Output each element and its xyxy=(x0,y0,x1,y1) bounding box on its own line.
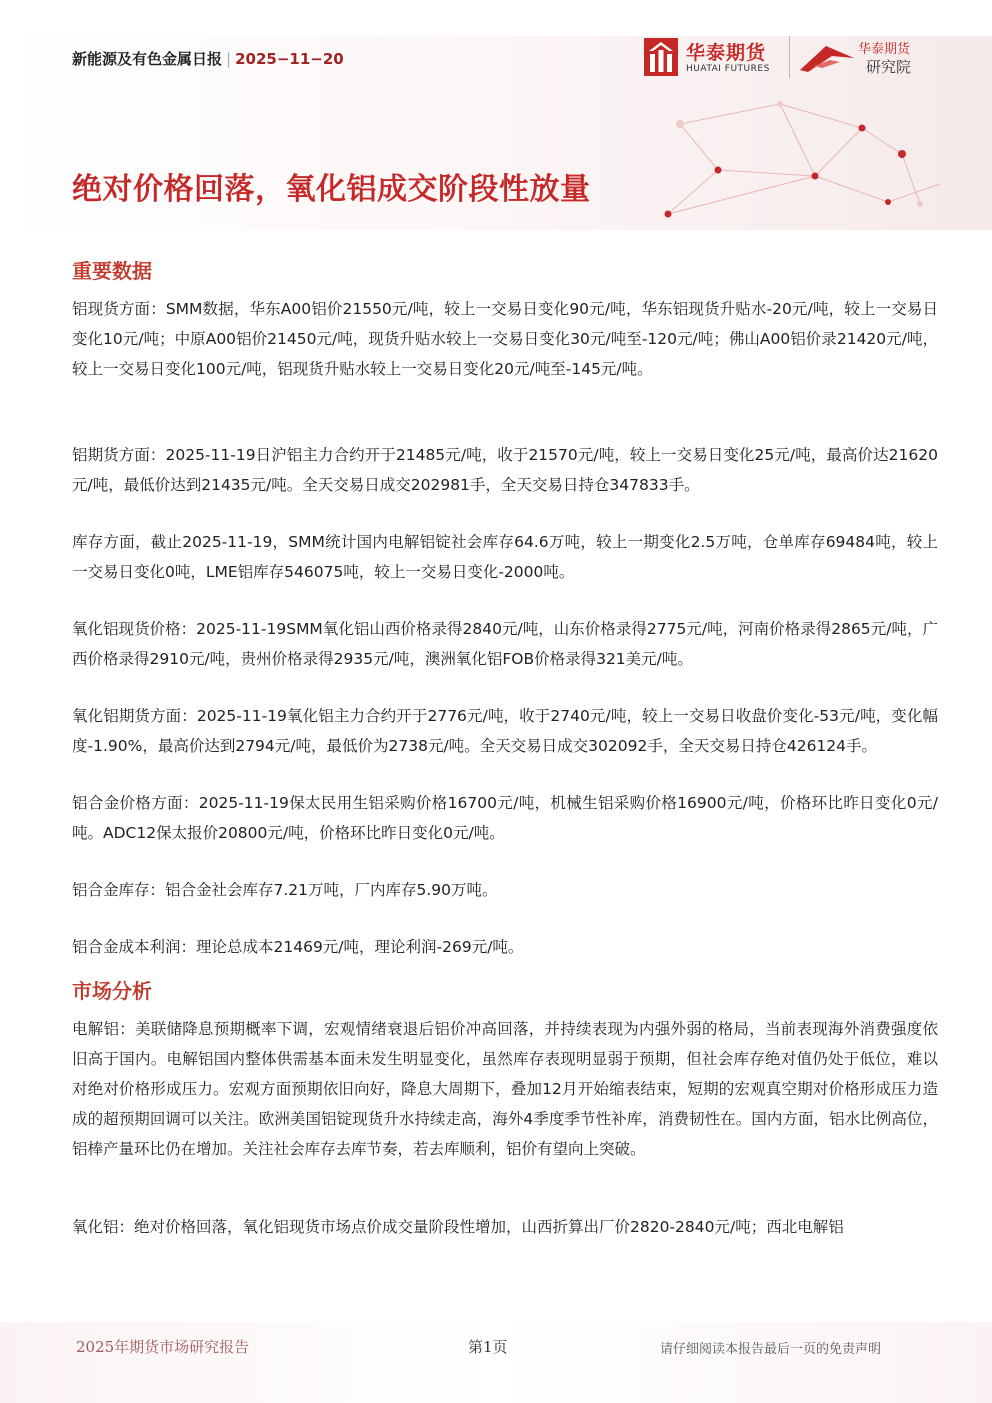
main-content xyxy=(72,254,938,1242)
paragraph-electrolytic-al: 电解铝：美联储降息预期概率下调，宏观情绪衰退后铝价冲高回落，并持续表现为内强外弱的格局，当前表现海外消费强度依旧高于国内。电解铝国内整体供需基本面未发生明显变化，虽然库存表现明显弱于预期，但社会库存绝对值仍处于低位，难以对绝对价格形成压力。宏观方面预期依旧向好，降息大周期下，叠加12月开始缩表结束，短期的宏观真空期对价格形成压力造成的超预期回调可以关注。欧洲美国铝锭现货升水持续走高，海外4季度季节性补库，消费韧性在。国内方面，铝水比例高位，铝棒产量环比仍在增加。关注社会库存去库节奏，若去库顺利，铝价有望向上突破。 xyxy=(72,1020,938,1158)
research-institute-logo xyxy=(796,36,926,80)
huatai-futures-logo xyxy=(644,38,784,78)
paragraph-alloy-inventory: 铝合金库存：铝合金社会库存7.21万吨，厂内库存5.90万吨。 xyxy=(72,881,498,899)
paragraph-al-futures: 铝期货方面：2025-11-19日沪铝主力合约开于21485元/吨，收于21570元/吨，较上一交易日变化25元/吨，最高价达21620元/吨，最低价达到21435元/吨。全天交易日成交202981手，全天交易日持仓347833手。 xyxy=(72,446,938,494)
paragraph-alumina-futures: 氧化铝期货方面：2025-11-19氧化铝主力合约开于2776元/吨，收于2740元/吨，较上一交易日收盘价变化-53元/吨，变化幅度-1.90%，最高价达到2794元/吨，最低价为2738元/吨。全天交易日成交302092手，全天交易日持仓426124手。 xyxy=(72,707,938,755)
page-number: 第1页 xyxy=(468,1338,508,1356)
page-title: 绝对价格回落，氧化铝成交阶段性放量 xyxy=(72,172,591,207)
huatai-logo-icon xyxy=(644,38,678,76)
logo-divider xyxy=(789,36,790,78)
network-decoration xyxy=(640,84,940,230)
paragraph-alloy-cost: 铝合金成本利润：理论总成本21469元/吨，理论利润-269元/吨。 xyxy=(72,938,524,956)
report-separator: | xyxy=(226,50,232,68)
page-header xyxy=(0,0,992,230)
paragraph-al-spot: 铝现货方面：SMM数据，华东A00铝价21550元/吨，较上一交易日变化90元/吨，华东铝现货升贴水-20元/吨，较上一交易日变化10元/吨；中原A00铝价21450元/吨，现货升贴水较上一交易日变化30元/吨至-120元/吨；佛山A00铝价录21420元/吨，较上一交易日变化100元/吨，铝现货升贴水较上一交易日变化20元/吨至-145元/吨。 xyxy=(72,300,938,378)
bird-logo-icon xyxy=(796,40,858,76)
paragraph-inventory: 库存方面，截止2025-11-19，SMM统计国内电解铝锭社会库存64.6万吨，较上一期变化2.5万吨，仓单库存69484吨，较上一交易日变化0吨，LME铝库存546075吨，较上一交易日变化-2000吨。 xyxy=(72,533,938,581)
footer-report-name: 2025年期货市场研究报告 xyxy=(76,1338,250,1356)
logo-en-text: HUATAI FUTURES xyxy=(686,64,770,74)
report-info xyxy=(72,48,344,69)
disclaimer-note: 请仔细阅读本报告最后一页的免责声明 xyxy=(660,1342,882,1357)
page-footer xyxy=(0,1322,992,1403)
logo2-line1: 华泰期货 xyxy=(858,42,911,57)
section-title-market-analysis: 市场分析 xyxy=(72,979,152,1003)
footer-background xyxy=(0,1322,992,1403)
paragraph-alloy-price: 铝合金价格方面：2025-11-19保太民用生铝采购价格16700元/吨，机械生铝采购价格16900元/吨，价格环比昨日变化0元/吨。ADC12保太报价20800元/吨，价格环比昨日变化0元/吨。 xyxy=(72,794,938,842)
paragraph-alumina-analysis: 氧化铝：绝对价格回落，氧化铝现货市场点价成交量阶段性增加，山西折算出厂价2820-2840元/吨；西北电解铝 xyxy=(72,1218,844,1236)
report-date: 2025−11−20 xyxy=(235,50,344,68)
logo2-line2: 研究院 xyxy=(866,58,912,76)
logo-cn-text: 华泰期货 xyxy=(686,42,767,64)
paragraph-alumina-spot: 氧化铝现货价格：2025-11-19SMM氧化铝山西价格录得2840元/吨，山东价格录得2775元/吨，河南价格录得2865元/吨，广西价格录得2910元/吨，贵州价格录得2935元/吨，澳洲氧化铝FOB价格录得321美元/吨。 xyxy=(72,620,938,668)
section-title-key-data: 重要数据 xyxy=(72,259,152,283)
report-name: 新能源及有色金属日报 xyxy=(72,50,223,68)
